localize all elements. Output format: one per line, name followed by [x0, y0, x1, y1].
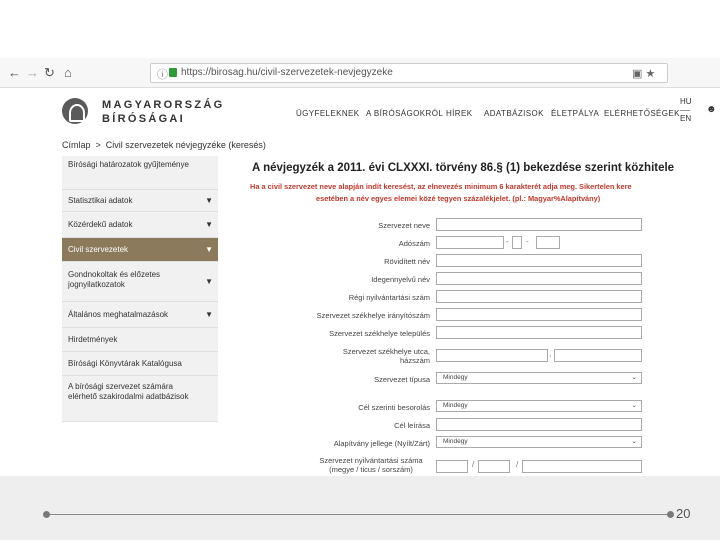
form-row-old-reg — [222, 290, 720, 308]
sidebar-item-label: A bírósági szervezet számára elérhető szakirodalmi adatbázisok — [68, 382, 189, 401]
url-text[interactable]: https://birosag.hu/civil-szervezetek-nevjegyzeke — [181, 67, 393, 78]
slide-page-number: 20 — [676, 506, 691, 521]
form-row-zip — [222, 308, 720, 326]
sidebar-item-statistics[interactable] — [62, 190, 218, 212]
logo-line2[interactable]: BÍRÓSÁGAI — [102, 113, 186, 125]
nav-item-news[interactable]: HÍREK — [446, 109, 473, 118]
tax-number-input-1[interactable] — [436, 236, 504, 249]
field-label: Cél leírása — [394, 421, 430, 430]
court-logo-icon[interactable] — [62, 98, 88, 124]
house-number-input[interactable] — [554, 349, 642, 362]
organization-type-select[interactable] — [436, 372, 642, 384]
nav-item-databases[interactable]: ADATBÁZISOK — [484, 109, 544, 118]
lang-hu[interactable]: HU — [680, 97, 692, 106]
foundation-type-select[interactable] — [436, 436, 642, 448]
field-label: Idegennyelvű név — [371, 275, 430, 284]
footer-divider — [46, 514, 671, 515]
breadcrumb — [62, 140, 266, 150]
comma-separator: , — [549, 349, 552, 358]
sidebar-item-label: Statisztikai adatok — [68, 196, 133, 205]
chevron-down-icon[interactable]: ▼ — [205, 195, 213, 205]
sidebar-item-label: Bírósági Könyvtárak Katalógusa — [68, 359, 182, 368]
form-row-type — [222, 372, 720, 390]
chevron-down-icon[interactable]: ▼ — [205, 219, 213, 229]
sidebar-item-library-catalog[interactable] — [62, 352, 218, 376]
search-notice-line1: Ha a civil szervezet neve alapján indít keresést, az elnevezés minimum 6 karakterét adja meg. Sikertelen kere — [250, 182, 632, 191]
sidebar-item-label: Hirdetmények — [68, 335, 118, 344]
field-label: Szervezet nyilvántartási száma (megye / ticus / sorszám) — [319, 456, 423, 474]
goal-classification-select[interactable] — [436, 400, 642, 412]
dash-separator: - — [526, 237, 529, 246]
tax-number-input-2[interactable] — [512, 236, 522, 249]
street-input[interactable] — [436, 349, 548, 362]
field-label: Régi nyilvántartási szám — [348, 293, 430, 302]
reg-serial-input[interactable] — [522, 460, 642, 473]
back-button[interactable]: ← — [8, 65, 21, 80]
zip-code-input[interactable] — [436, 308, 642, 321]
forward-button[interactable]: → — [26, 65, 39, 80]
toolbar-icons[interactable]: ▣ ★ — [632, 68, 656, 80]
form-row-goal-text — [222, 418, 720, 436]
site-header — [0, 88, 720, 140]
footer-dot-left — [43, 511, 50, 518]
browser-screenshot — [0, 58, 720, 476]
reg-county-input[interactable] — [436, 460, 468, 473]
breadcrumb-current: Civil szervezetek névjegyzéke (keresés) — [105, 140, 266, 150]
field-label: Alapítvány jellege (Nyílt/Zárt) — [333, 439, 430, 448]
user-icon[interactable]: ☻ — [706, 104, 717, 115]
chevron-down-icon[interactable]: ▼ — [205, 244, 213, 254]
field-label: Szervezet székhelye település — [329, 329, 430, 338]
slash-separator: / — [472, 460, 475, 469]
breadcrumb-home[interactable]: Címlap — [62, 140, 91, 150]
footer-dot-right — [667, 511, 674, 518]
old-registration-input[interactable] — [436, 290, 642, 303]
short-name-input[interactable] — [436, 254, 642, 267]
breadcrumb-separator: > — [95, 140, 101, 150]
home-icon[interactable]: ⌂ — [64, 65, 72, 80]
sidebar-item-label: Közérdekű adatok — [68, 220, 133, 229]
field-label: Szervezet neve — [378, 221, 430, 230]
chevron-down-icon: ⌄ — [631, 374, 637, 381]
lang-separator — [680, 110, 690, 111]
sidebar-item-label: Civil szervezetek — [68, 245, 129, 254]
address-bar[interactable] — [150, 63, 668, 83]
city-input[interactable] — [436, 326, 642, 339]
select-value: Mindegy — [443, 374, 468, 381]
nav-item-about[interactable]: A BÍRÓSÁGOKRÓL — [366, 109, 444, 118]
foreign-name-input[interactable] — [436, 272, 642, 285]
sidebar-item-label: Gondnokoltak és előzetes jognyilatkozatok — [68, 270, 161, 289]
field-label: Rövidített név — [384, 257, 430, 266]
field-label: Szervezet típusa — [374, 375, 430, 384]
field-label: Adószám — [398, 239, 430, 248]
sidebar-item-label: Általános meghatalmazások — [68, 310, 169, 319]
form-row-foundation — [222, 436, 720, 454]
field-label: Cél szerinti besorolás — [358, 403, 430, 412]
tax-number-input-3[interactable] — [536, 236, 560, 249]
form-row-name — [222, 218, 720, 236]
sidebar-item-authorizations[interactable] — [62, 302, 218, 328]
sidebar-item-announcements[interactable] — [62, 328, 218, 352]
sidebar-item-literature-databases[interactable] — [62, 376, 218, 422]
dash-separator: - — [506, 237, 509, 246]
page-title: A névjegyzék a 2011. évi CLXXXI. törvény 86.§ (1) bekezdése szerint közhitele — [252, 162, 675, 174]
form-row-street — [222, 344, 720, 370]
chevron-down-icon[interactable]: ▼ — [205, 276, 213, 286]
sidebar-item-public-data[interactable] — [62, 212, 218, 238]
organization-name-input[interactable] — [436, 218, 642, 231]
slash-separator: / — [516, 460, 519, 469]
sidebar — [62, 156, 218, 422]
form-row-short-name — [222, 254, 720, 272]
form-row-city — [222, 326, 720, 344]
nav-item-career[interactable]: ÉLETPÁLYA — [551, 109, 600, 118]
chevron-down-icon[interactable]: ▼ — [205, 309, 213, 319]
browser-toolbar — [0, 58, 720, 88]
info-icon[interactable]: ⓘ — [157, 69, 168, 81]
reload-icon[interactable]: ↻ — [44, 65, 55, 80]
sidebar-item-decisions[interactable] — [62, 156, 218, 190]
goal-description-input[interactable] — [436, 418, 642, 431]
logo-line1[interactable]: MAGYARORSZÁG — [102, 99, 225, 111]
chevron-down-icon: ⌄ — [631, 402, 637, 409]
slide-footer-band — [0, 476, 720, 540]
field-label: Szervezet székhelye irányítószám — [316, 311, 430, 320]
form-row-foreign-name — [222, 272, 720, 290]
select-value: Mindegy — [443, 438, 468, 445]
form-row-tax — [222, 236, 720, 254]
sidebar-item-civil[interactable] — [62, 238, 218, 262]
sidebar-item-label: Bírósági határozatok gyűjteménye — [68, 160, 189, 169]
chevron-down-icon: ⌄ — [631, 438, 637, 445]
nav-item-clients[interactable]: ÜGYFELEKNEK — [296, 109, 360, 118]
search-notice-line2: esetében a név egyes elemei közé tegyen százalékjelet. (pl.: Magyar%Alapítvány) — [316, 194, 601, 203]
reg-ticus-input[interactable] — [478, 460, 510, 473]
form-row-goal — [222, 400, 720, 418]
select-value: Mindegy — [443, 402, 468, 409]
lang-en[interactable]: EN — [680, 114, 692, 123]
sidebar-item-guardianship[interactable] — [62, 262, 218, 302]
nav-item-contacts[interactable]: ELÉRHETŐSÉGEK — [604, 109, 680, 118]
field-label: Szervezet székhelye utca, házszám — [342, 347, 430, 365]
lock-icon — [169, 68, 177, 77]
